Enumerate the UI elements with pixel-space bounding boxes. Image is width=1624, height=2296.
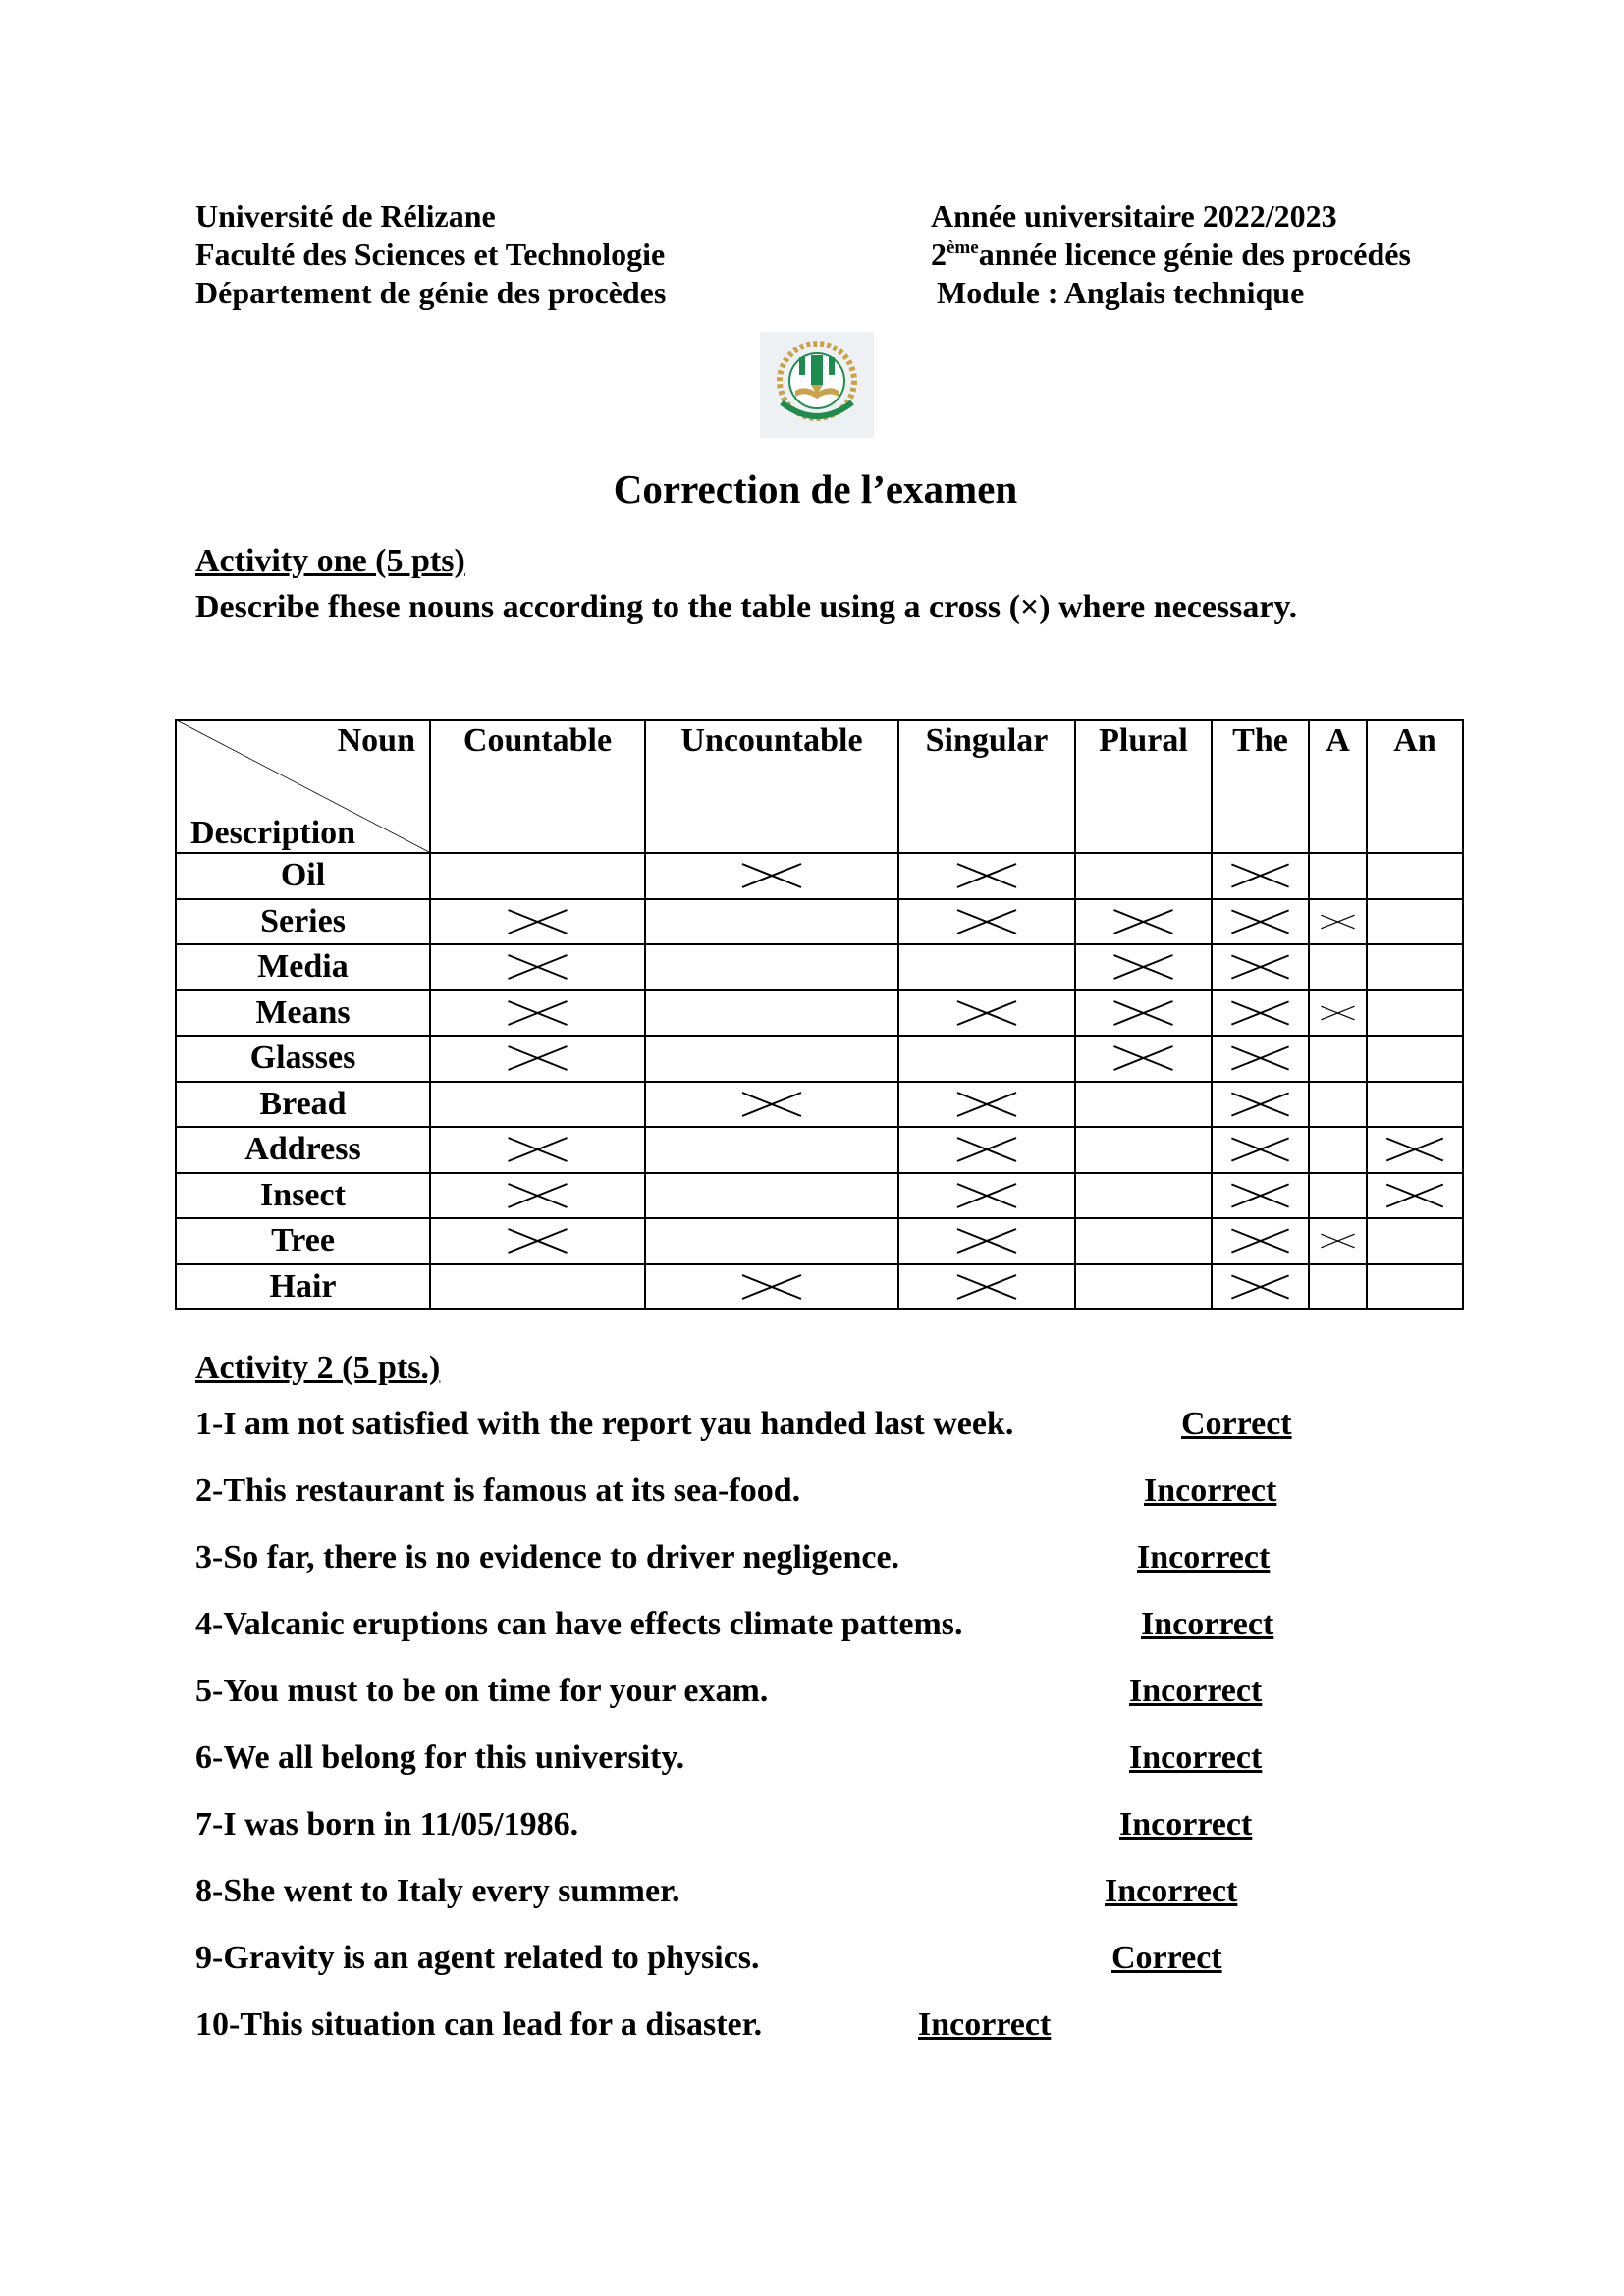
sentence-text: 8-She went to Italy every summer.: [195, 1873, 680, 1909]
cross-mark-icon: [1076, 1037, 1211, 1080]
mark-cell: [1309, 1173, 1367, 1219]
column-header: Uncountable: [645, 720, 898, 853]
mark-cell: [1367, 1082, 1463, 1128]
cross-mark-icon: [1213, 1174, 1308, 1217]
mark-cell: [430, 899, 645, 945]
mark-cell: [1309, 1127, 1367, 1173]
mark-cell: [898, 1082, 1075, 1128]
faculty-name: Faculté des Sciences et Technologie: [195, 237, 666, 272]
mark-cell: [898, 1036, 1075, 1082]
program-name: année licence génie des procédés: [978, 237, 1411, 272]
noun-label: Insect: [176, 1173, 430, 1219]
mark-cell: [898, 944, 1075, 990]
mark-cell: [898, 853, 1075, 899]
table-row: [176, 899, 1463, 945]
mark-cell: [1212, 853, 1309, 899]
cross-mark-icon: [899, 1083, 1074, 1126]
mark-cell: [1367, 944, 1463, 990]
cross-mark-icon: [1213, 945, 1308, 988]
cross-mark-icon: [1076, 900, 1211, 943]
cross-mark-icon: [1213, 991, 1308, 1035]
noun-label: Address: [176, 1127, 430, 1173]
mark-cell: [1309, 990, 1367, 1037]
mark-cell: [1075, 1218, 1212, 1264]
answer-label: Incorrect: [1119, 1806, 1253, 1842]
mark-cell: [1075, 853, 1212, 899]
cross-mark-icon: [899, 1219, 1074, 1262]
table-row: [176, 1173, 1463, 1219]
university-logo: [760, 332, 874, 438]
table-row: [176, 853, 1463, 899]
mark-cell: [1309, 853, 1367, 899]
mark-cell: [1309, 1082, 1367, 1128]
table-body: [176, 853, 1463, 1309]
noun-label: Hair: [176, 1264, 430, 1310]
cross-mark-icon: [1368, 1174, 1462, 1217]
noun-label: Glasses: [176, 1036, 430, 1082]
mark-cell: [1367, 1036, 1463, 1082]
answer-label: Incorrect: [1105, 1873, 1238, 1909]
mark-cell: [1309, 944, 1367, 990]
mark-cell: [1075, 1036, 1212, 1082]
table-row: [176, 990, 1463, 1037]
column-header: The: [1212, 720, 1309, 853]
mark-cell: [1075, 990, 1212, 1037]
table-row: [176, 1036, 1463, 1082]
cross-mark-icon: [1213, 1128, 1308, 1171]
mark-cell: [1212, 1218, 1309, 1264]
cross-mark-icon: [1213, 1219, 1308, 1262]
sentence-text: 10-This situation can lead for a disaster.: [195, 2006, 763, 2043]
answer-label: Correct: [1181, 1406, 1292, 1442]
mark-cell: [1075, 944, 1212, 990]
cross-mark-icon: [1213, 1083, 1308, 1126]
sentence-text: 2-This restaurant is famous at its sea-food.: [195, 1472, 801, 1509]
mark-cell: [645, 899, 898, 945]
cross-mark-icon: [1368, 1128, 1462, 1171]
mark-cell: [1212, 1127, 1309, 1173]
noun-label: Series: [176, 899, 430, 945]
mark-cell: [1075, 1082, 1212, 1128]
answer-label: Incorrect: [1129, 1739, 1263, 1776]
mark-cell: [1212, 990, 1309, 1037]
corner-noun-label: Noun: [337, 722, 415, 759]
mark-cell: [645, 853, 898, 899]
department-name: Département de génie des procèdes: [195, 275, 667, 310]
cross-mark-icon: [1213, 1037, 1308, 1080]
mark-cell: [1212, 944, 1309, 990]
answer-label: Incorrect: [1137, 1539, 1271, 1575]
mark-cell: [898, 1264, 1075, 1310]
cross-mark-icon: [646, 854, 897, 897]
sentence-text: 9-Gravity is an agent related to physics.: [195, 1940, 760, 1976]
sentence-text: 1-I am not satisfied with the report yau handed last week.: [195, 1406, 1014, 1442]
column-header: A: [1309, 720, 1367, 853]
cross-mark-icon: [1213, 854, 1308, 897]
noun-label: Bread: [176, 1082, 430, 1128]
mark-cell: [1309, 1036, 1367, 1082]
mark-cell: [645, 990, 898, 1037]
mark-cell: [1367, 1127, 1463, 1173]
mark-cell: [1212, 1082, 1309, 1128]
mark-cell: [1212, 1264, 1309, 1310]
program-year-suffix: ème: [947, 238, 979, 258]
university-logo-emblem: [760, 332, 874, 438]
mark-cell: [645, 1036, 898, 1082]
mark-cell: [430, 944, 645, 990]
mark-cell: [645, 1264, 898, 1310]
mark-cell: [1212, 899, 1309, 945]
cross-mark-icon: [1310, 1219, 1366, 1262]
table-row: [176, 1082, 1463, 1128]
noun-label: Means: [176, 990, 430, 1037]
cross-mark-icon: [431, 945, 644, 988]
sentence-text: 4-Valcanic eruptions can have effects climate pattems.: [195, 1606, 963, 1642]
column-header: Singular: [898, 720, 1075, 853]
cross-mark-icon: [1213, 900, 1308, 943]
cross-mark-icon: [899, 1128, 1074, 1171]
cross-mark-icon: [1213, 1265, 1308, 1308]
mark-cell: [1367, 1264, 1463, 1310]
cross-mark-icon: [431, 1128, 644, 1171]
corner-description-label: Description: [190, 815, 356, 851]
mark-cell: [898, 899, 1075, 945]
mark-cell: [430, 1173, 645, 1219]
mark-cell: [1075, 1264, 1212, 1310]
mark-cell: [1075, 1173, 1212, 1219]
mark-cell: [898, 1127, 1075, 1173]
mark-cell: [1367, 990, 1463, 1037]
answer-label: Correct: [1111, 1940, 1222, 1976]
cross-mark-icon: [431, 1174, 644, 1217]
cross-mark-icon: [431, 991, 644, 1035]
noun-table: [175, 719, 1464, 1310]
answer-label: Incorrect: [1129, 1673, 1263, 1709]
module-name: Module : Anglais technique: [937, 275, 1305, 310]
column-header: An: [1367, 720, 1463, 853]
header-right: [931, 197, 1411, 312]
mark-cell: [430, 1127, 645, 1173]
sentence-text: 5-You must to be on time for your exam.: [195, 1673, 769, 1709]
sentence-text: 7-I was born in 11/05/1986.: [195, 1806, 579, 1842]
table-row: [176, 944, 1463, 990]
mark-cell: [430, 1036, 645, 1082]
mark-cell: [430, 1264, 645, 1310]
answer-label: Incorrect: [918, 2006, 1052, 2043]
mark-cell: [1309, 899, 1367, 945]
mark-cell: [430, 1218, 645, 1264]
answer-label: Incorrect: [1144, 1472, 1277, 1509]
academic-year: Année universitaire 2022/2023: [931, 198, 1337, 234]
header-left: [195, 197, 666, 312]
activity2-title: Activity 2 (5 pts.): [195, 1350, 441, 1386]
mark-cell: [645, 1082, 898, 1128]
program-line: [931, 236, 1411, 274]
mark-cell: [430, 990, 645, 1037]
mark-cell: [898, 990, 1075, 1037]
cross-mark-icon: [899, 1265, 1074, 1308]
mark-cell: [1075, 899, 1212, 945]
answer-label: Incorrect: [1141, 1606, 1274, 1642]
sentence-text: 6-We all belong for this university.: [195, 1739, 685, 1776]
table-row: [176, 1218, 1463, 1264]
mark-cell: [430, 1082, 645, 1128]
mark-cell: [898, 1218, 1075, 1264]
mark-cell: [898, 1173, 1075, 1219]
table-row: [176, 1127, 1463, 1173]
cross-mark-icon: [899, 991, 1074, 1035]
cross-mark-icon: [431, 900, 644, 943]
university-name: Université de Rélizane: [195, 198, 496, 234]
mark-cell: [645, 944, 898, 990]
mark-cell: [1367, 899, 1463, 945]
column-header: Plural: [1075, 720, 1212, 853]
mark-cell: [430, 853, 645, 899]
column-header: Countable: [430, 720, 645, 853]
cross-mark-icon: [899, 1174, 1074, 1217]
cross-mark-icon: [899, 854, 1074, 897]
mark-cell: [1212, 1036, 1309, 1082]
mark-cell: [1212, 1173, 1309, 1219]
mark-cell: [1367, 1173, 1463, 1219]
cross-mark-icon: [431, 1037, 644, 1080]
page-title: Correction de l’examen: [613, 466, 1018, 511]
corner-cell: [176, 720, 430, 853]
mark-cell: [1309, 1218, 1367, 1264]
table-header-row: [176, 720, 1463, 853]
cross-mark-icon: [1310, 900, 1366, 943]
cross-mark-icon: [646, 1083, 897, 1126]
mark-cell: [1075, 1127, 1212, 1173]
mark-cell: [645, 1173, 898, 1219]
mark-cell: [1367, 1218, 1463, 1264]
activity1-instruction: Describe fhese nouns according to the table using a cross (×) where necessary.: [195, 589, 1298, 625]
program-year-number: 2: [931, 237, 947, 272]
cross-mark-icon: [431, 1219, 644, 1262]
mark-cell: [1309, 1264, 1367, 1310]
cross-mark-icon: [1310, 991, 1366, 1035]
noun-label: Oil: [176, 853, 430, 899]
noun-label: Media: [176, 944, 430, 990]
cross-mark-icon: [1076, 945, 1211, 988]
mark-cell: [645, 1127, 898, 1173]
sentence-text: 3-So far, there is no evidence to driver negligence.: [195, 1539, 900, 1575]
noun-label: Tree: [176, 1218, 430, 1264]
mark-cell: [1367, 853, 1463, 899]
mark-cell: [645, 1218, 898, 1264]
cross-mark-icon: [1076, 991, 1211, 1035]
cross-mark-icon: [646, 1265, 897, 1308]
activity1-title: Activity one (5 pts): [195, 543, 465, 579]
cross-mark-icon: [899, 900, 1074, 943]
table-row: [176, 1264, 1463, 1310]
